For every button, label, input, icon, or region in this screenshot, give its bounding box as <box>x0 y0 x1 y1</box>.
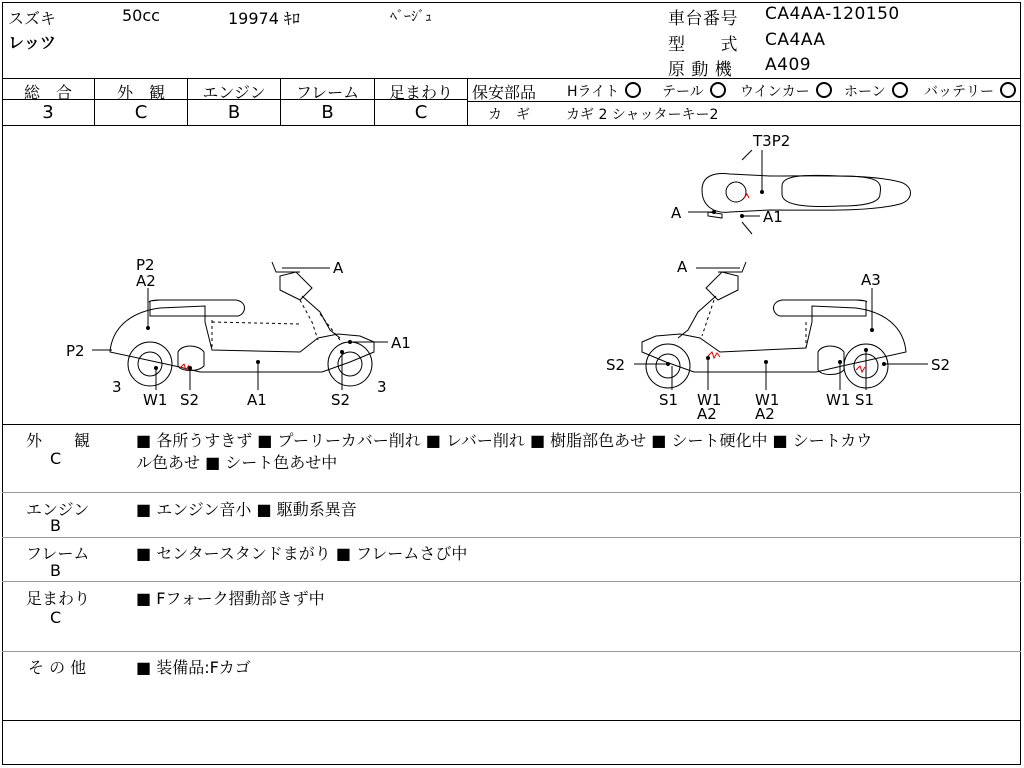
frame-no-value: CA4AA-120150 <box>765 4 900 24</box>
engine-value: A409 <box>765 55 812 75</box>
grade-value-suspension: C <box>414 102 428 123</box>
remark-category-exterior: 外 観 <box>26 431 91 450</box>
remark-grade-exterior: C <box>50 449 62 468</box>
label-a: A <box>333 259 344 277</box>
remark-category-frame: フレーム <box>26 544 90 563</box>
maker: スズキ <box>8 9 57 28</box>
mileage: 19974 ｷﾛ <box>228 9 300 28</box>
type-value: CA4AA <box>765 30 826 50</box>
displacement: 50cc <box>122 6 160 25</box>
remark-grade-frame: B <box>50 561 61 580</box>
label-w1: W1 <box>826 391 851 409</box>
safety-label: 保安部品 <box>472 83 537 102</box>
label-s1: S1 <box>855 391 875 409</box>
grade-header-engine: エンジン <box>202 83 266 102</box>
label-a2: A2 <box>697 405 717 423</box>
label-s2: S2 <box>331 391 351 409</box>
remark-text-engine: ■ エンジン音小 ■ 駆動系異音 <box>136 500 357 519</box>
safety-item-name: バッテリー <box>924 84 994 100</box>
label-s1: S1 <box>659 391 679 409</box>
grade-value-overall: 3 <box>42 102 54 123</box>
label-w1: W1 <box>143 391 168 409</box>
top-view-scooter <box>702 150 911 234</box>
remark-text-suspension: ■ Fフォーク摺動部きず中 <box>136 589 325 608</box>
label-a: A <box>677 258 688 276</box>
key-value: カギ 2 シャッターキー2 <box>566 107 719 123</box>
remark-grade-engine: B <box>50 516 61 535</box>
label-p2: P2 <box>66 342 85 360</box>
remarks-divider <box>2 581 1021 582</box>
label-a2: A2 <box>755 405 775 423</box>
body-color: ﾍﾞｰｼﾞｭ <box>390 9 432 25</box>
label-a1: A1 <box>247 391 267 409</box>
label-a1: A1 <box>763 208 783 226</box>
label-a: A <box>671 204 682 222</box>
remarks-divider <box>2 492 1021 493</box>
diagram-leader-lines <box>92 150 928 390</box>
remark-text-exterior-line2: ル色あせ ■ シート色あせ中 <box>136 453 338 472</box>
grade-header-exterior: 外 観 <box>116 83 165 102</box>
grade-value-engine: B <box>227 102 241 123</box>
frame-no-label: 車台番号 <box>668 9 738 29</box>
safety-item-name: テール <box>662 84 704 100</box>
label-a1: A1 <box>391 334 411 352</box>
label-s2: S2 <box>931 356 951 374</box>
safety-item-name: Hライト <box>567 84 620 100</box>
remarks-divider <box>2 537 1021 538</box>
label-t3p2: T3P2 <box>753 132 791 150</box>
model-name: レッツ <box>8 33 56 52</box>
remark-category-engine: エンジン <box>26 500 90 519</box>
label-p2: P2 <box>136 256 155 274</box>
label-w1: W1 <box>755 391 780 409</box>
label-3: 3 <box>112 378 122 396</box>
label-w1: W1 <box>697 391 722 409</box>
remark-grade-suspension: C <box>50 608 62 627</box>
remark-text-other: ■ 装備品:Fカゴ <box>136 658 251 677</box>
label-s2: S2 <box>606 356 626 374</box>
grade-header-overall: 総 合 <box>23 83 72 102</box>
label-a3: A3 <box>861 271 881 289</box>
key-label: カ ギ <box>488 107 530 123</box>
safety-item-name: ホーン <box>844 84 886 100</box>
remark-category-other: そ の 他 <box>28 658 87 677</box>
remarks-bottom-line <box>2 720 1021 721</box>
engine-label: 原 動 機 <box>668 60 733 80</box>
remark-text-exterior-line1: ■ 各所うすきず ■ プーリーカバー削れ ■ レバー削れ ■ 樹脂部色あせ ■ シート硬化中 ■ シートカウ <box>136 431 873 450</box>
grade-value-exterior: C <box>134 102 148 123</box>
safety-item-name: ウインカー <box>740 84 810 100</box>
grade-header-suspension: 足まわり <box>388 83 453 102</box>
grade-header-frame: フレーム <box>295 83 360 102</box>
label-3: 3 <box>377 378 387 396</box>
grade-value-frame: B <box>321 102 334 123</box>
remarks-divider <box>2 651 1021 652</box>
remark-category-suspension: 足まわり <box>26 589 91 608</box>
label-a2: A2 <box>136 272 156 290</box>
remark-text-frame: ■ センタースタンドまがり ■ フレームさび中 <box>136 544 468 563</box>
type-label: 型 式 <box>668 35 738 55</box>
label-s2: S2 <box>180 391 200 409</box>
